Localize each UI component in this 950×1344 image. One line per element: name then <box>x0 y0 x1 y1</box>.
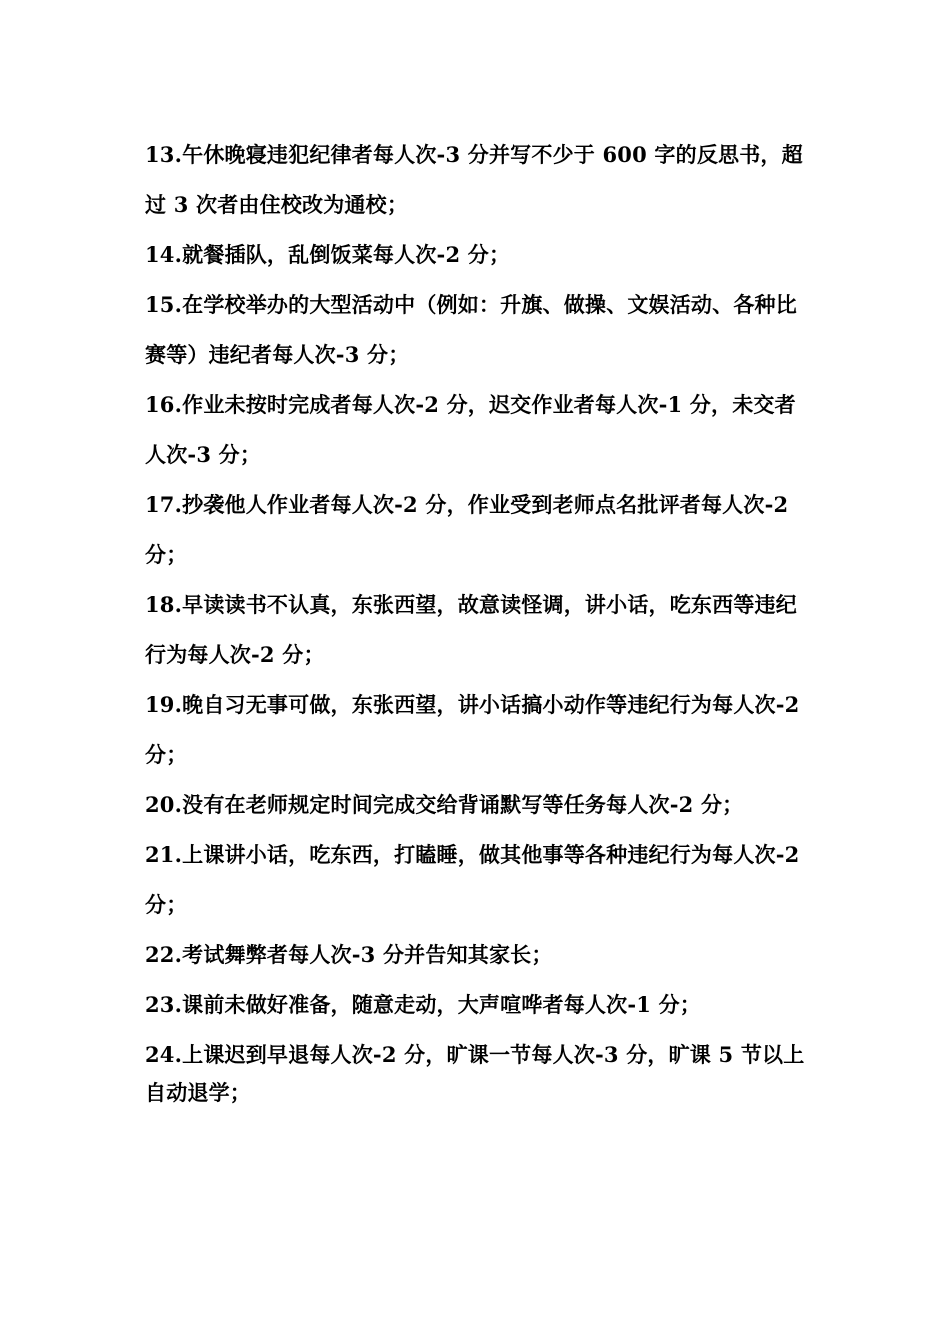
rule-17: 17.抄袭他人作业者每人次-2 分，作业受到老师点名批评者每人次-2 分； <box>145 492 789 567</box>
rule-22: 22.考试舞弊者每人次-3 分并告知其家长； <box>145 942 553 967</box>
rule-19: 19.晚自习无事可做，东张西望，讲小话搞小动作等违纪行为每人次-2 分； <box>145 692 800 767</box>
rule-21: 21.上课讲小话，吃东西，打瞌睡，做其他事等各种违纪行为每人次-2 分； <box>145 842 800 917</box>
rule-15: 15.在学校举办的大型活动中（例如：升旗、做操、文娱活动、各种比赛等）违纪者每人次-3 分； <box>145 292 797 367</box>
rule-23: 23.课前未做好准备，随意走动，大声喧哗者每人次-1 分； <box>145 992 701 1017</box>
rule-13: 13.午休晚寝违犯纪律者每人次-3 分并写不少于 600 字的反思书，超过 3 次者由住校改为通校； <box>145 142 803 217</box>
rule-16: 16.作业未按时完成者每人次-2 分，迟交作业者每人次-1 分，未交者人次-3 分； <box>145 392 796 467</box>
rule-18: 18.早读读书不认真，东张西望，故意读怪调，讲小话，吃东西等违纪行为每人次-2 分； <box>145 592 797 667</box>
rule-14: 14.就餐插队，乱倒饭菜每人次-2 分； <box>145 242 511 267</box>
rule-24: 24.上课迟到早退每人次-2 分，旷课一节每人次-3 分，旷课 5 节以上自动退学； <box>145 1042 805 1105</box>
document-page <box>145 130 815 1112</box>
rule-20: 20.没有在老师规定时间完成交给背诵默写等任务每人次-2 分； <box>145 792 744 817</box>
